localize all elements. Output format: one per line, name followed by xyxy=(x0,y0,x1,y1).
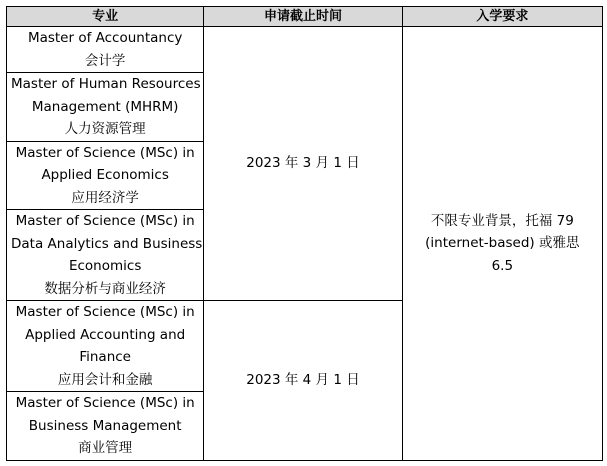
major-name-en: Economics xyxy=(68,258,142,274)
major-name-en: Applied Accounting and xyxy=(25,326,186,343)
major-cell xyxy=(7,141,204,210)
deadline-cell: 2023 年 3 月 1 日 xyxy=(204,27,402,301)
header-major: 专业 xyxy=(7,7,204,27)
major-name-en: Management (MHRM) xyxy=(31,98,179,115)
admission-table xyxy=(6,6,603,461)
major-cell xyxy=(7,392,204,461)
major-cell xyxy=(7,301,204,392)
major-name-en: Business Management xyxy=(28,417,182,434)
major-name-en: Master of Science (MSc) in xyxy=(15,304,195,320)
major-cell xyxy=(7,73,204,142)
requirement-line-3: 6.5 xyxy=(491,257,514,274)
major-name-en: Master of Science (MSc) in xyxy=(15,213,195,229)
major-name-zh: 数据分析与商业经济 xyxy=(44,280,166,297)
major-name-en: Master of Science (MSc) in xyxy=(15,395,195,411)
header-requirement: 入学要求 xyxy=(402,7,602,27)
deadline-cell: 2023 年 4 月 1 日 xyxy=(204,301,402,461)
major-name-zh: 应用经济学 xyxy=(71,189,139,206)
major-name-en: Finance xyxy=(79,349,131,365)
table-row xyxy=(7,27,603,73)
major-name-zh: 人力资源管理 xyxy=(64,121,146,137)
major-name-en: Master of Science (MSc) in xyxy=(15,144,195,161)
requirement-line-2: (internet-based) 或雅思 xyxy=(425,235,580,251)
header-row xyxy=(7,7,603,27)
major-name-zh: 应用会计和金融 xyxy=(57,371,153,388)
major-name-zh: 会计学 xyxy=(84,52,126,69)
major-name-en: Master of Accountancy xyxy=(27,30,183,46)
major-name-en: Master of Human Resources xyxy=(11,76,201,92)
requirement-cell xyxy=(402,27,602,461)
major-cell xyxy=(7,210,204,301)
header-deadline: 申请截止时间 xyxy=(204,7,402,27)
major-cell xyxy=(7,27,204,73)
major-name-en: Data Analytics and Business xyxy=(11,235,203,252)
major-name-zh: 商业管理 xyxy=(78,440,133,456)
requirement-line-1: 不限专业背景，托福 79 xyxy=(430,212,574,229)
major-name-en: Applied Economics xyxy=(41,167,169,183)
